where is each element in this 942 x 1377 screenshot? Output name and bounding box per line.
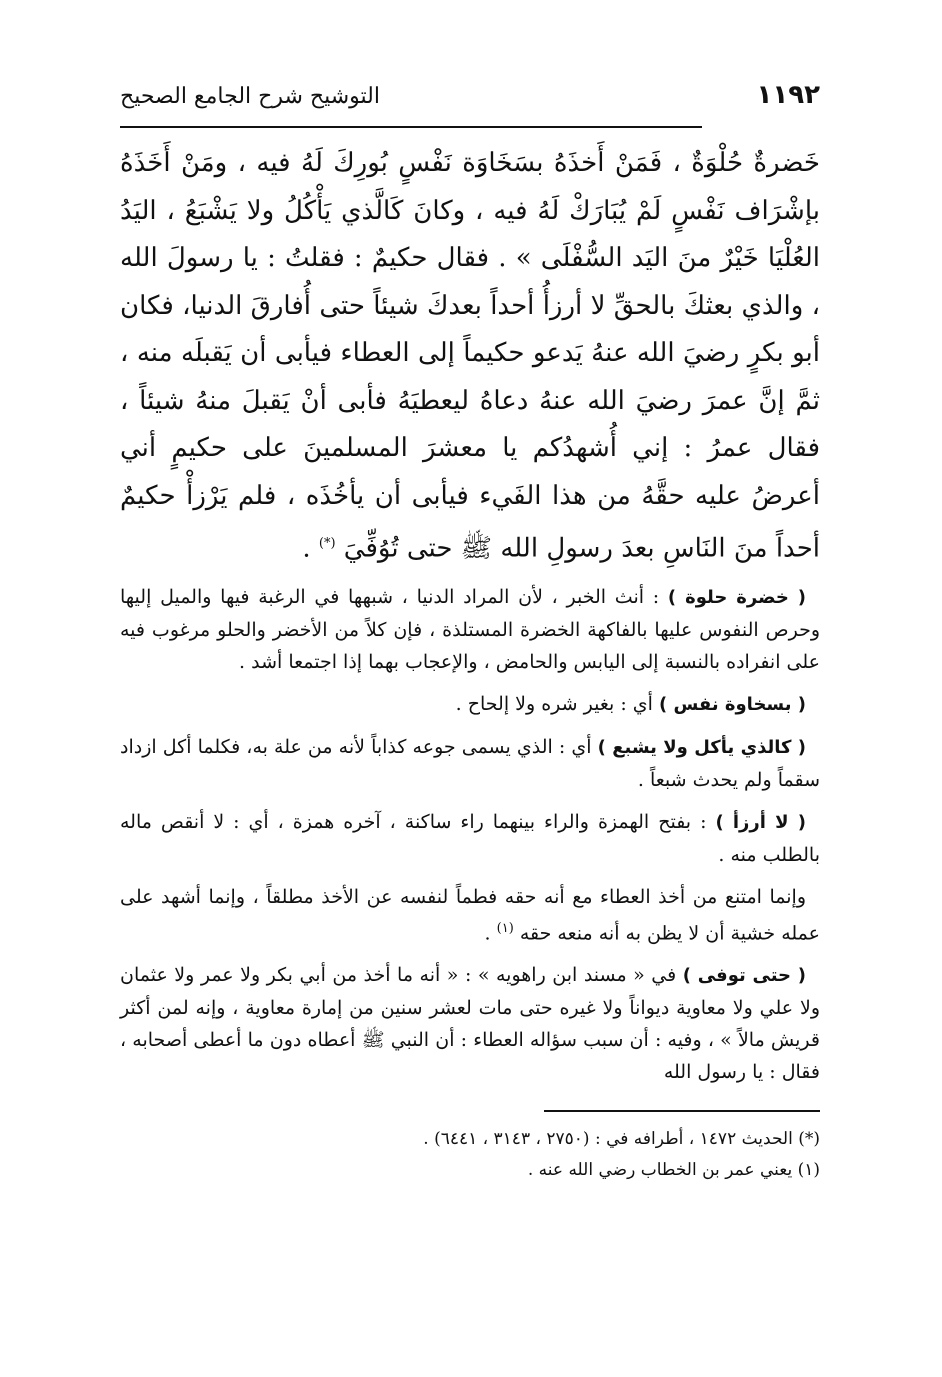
footnote: (١) يعني عمر بن الخطاب رضي الله عنه . [527, 1160, 820, 1181]
footnote: (*) الحديث ١٤٧٢ ، أطرافه في : (٢٧٥٠ ، ٣١٤٣ ، ٦٤٤١) . [423, 1129, 820, 1150]
commentary-paragraph [120, 881, 820, 949]
commentary-term: ( بسخاوة نفس ) [658, 694, 806, 716]
commentary-paragraph [120, 731, 820, 796]
hadith-body: خَضرةٌ حُلْوَةٌ ، فَمَنْ أَخذَهُ بسَخَاوَة نَفْسٍ بُورِكَ لَهُ فيه ، ومَنْ أَخَذَهُ بإشْرَاف نَفْسٍ لَمْ يُبَارَكْ لَهُ فيه ، وكانَ كَالَّذي يَأْكُلُ ولا يَشْبَعُ ، اليَدُ العُلْيَا خَيْرٌ منَ اليَد السُّفْلَى » . فقال حكيمٌ : فقلتُ : يا رسولَ الله ، والذي بعثكَ بالحقِّ لا أرزأُ أحداً بعدكَ شيئاً حتى أُفارقَ الدنيا، فكان أبو بكرٍ رضيَ الله عنهُ يَدعو حكيماً إلى العطاء فيأبى أن يَقبلَه منه ، ثمَّ إنَّ عمرَ رضيَ الله عنهُ دعاهُ ليعطيَهُ فأبى أنْ يَقبلَ منهُ شيئاً ، فقال عمرُ : إني أُشهدُكم يا معشرَ المسلمينَ على حكيمٍ أني أعرضُ عليه حقَّهُ من هذا الفَيء فيأبى أن يأخُذَه ، فلم يَرْزأْ حكيمٌ أحداً منَ النَاسِ بعدَ رسولِ الله ﷺ حتى تُوُفِّيَ [120, 148, 820, 564]
hadith-marker: (*) [318, 536, 336, 551]
footnotes [120, 1124, 820, 1186]
commentary-term: ( حتى توفى ) [682, 965, 807, 987]
header-rule [120, 126, 702, 128]
commentary-text: : أنث الخبر ، لأن المراد الدنيا ، شبهها في الرغبة فيها والميل إليها وحرص النفوس عليها بالفاكهة الخضرة المستلذة ، فإن كلاً من الأخضر والحلو مرغوب فيه على انفراده بالنسبة إلى اليابس والحامض ، والإعجاب بهما إذا اجتمعا أشد . [120, 586, 820, 674]
commentary-text: وإنما امتنع من أخذ العطاء مع أنه حقه فطماً لنفسه عن الأخذ مطلقاً ، وإنما أشهد على عمله خشية أن لا يظن به أنه منعه حقه [120, 886, 820, 945]
commentary-term: ( كالذي يأكل ولا يشبع ) [597, 737, 807, 759]
page-number: ١١٩٢ [756, 80, 820, 110]
commentary-tail: . [484, 922, 497, 945]
commentary-text: : بفتح الهمزة والراء بينهما راء ساكنة ، آخره همزة ، أي : لا أنقص ماله بالطلب منه . [120, 811, 820, 867]
hadith-text [120, 140, 820, 573]
page-header [120, 78, 820, 122]
commentary [120, 581, 820, 1088]
commentary-term: ( لا أرزأ ) [715, 812, 806, 834]
commentary-text: أي : الذي يسمى جوعه كذاباً لأنه من علة به، فكلما أكل ازداد سقماً ولم يحدث شبعاً . [120, 736, 820, 792]
footnote-rule [544, 1110, 820, 1112]
book-page [120, 78, 820, 1186]
commentary-paragraph [120, 581, 820, 678]
running-title: التوشيح شرح الجامع الصحيح [120, 84, 380, 109]
commentary-paragraph [120, 688, 820, 721]
commentary-text: في « مسند ابن راهويه » : « أنه ما أخذ من أبي بكر ولا عمر ولا عثمان ولا علي ولا معاوية ديواناً ولا غيره حتى مات لعشر سنين من إمارة معاوية ، وإنه لمن أكثر قريش مالاً » ، وفيه : أن سبب سؤاله العطاء : أن النبي ﷺ أعطاه دون ما أعطى أصحابه ، فقال : يا رسول الله [120, 964, 820, 1084]
commentary-paragraph [120, 806, 820, 871]
hadith-end: . [302, 533, 311, 564]
commentary-paragraph [120, 959, 820, 1088]
commentary-text: أي : بغير شره ولا إلحاح . [455, 693, 659, 716]
commentary-term: ( خضرة حلوة ) [667, 587, 806, 609]
footnote-ref: (١) [496, 921, 514, 937]
